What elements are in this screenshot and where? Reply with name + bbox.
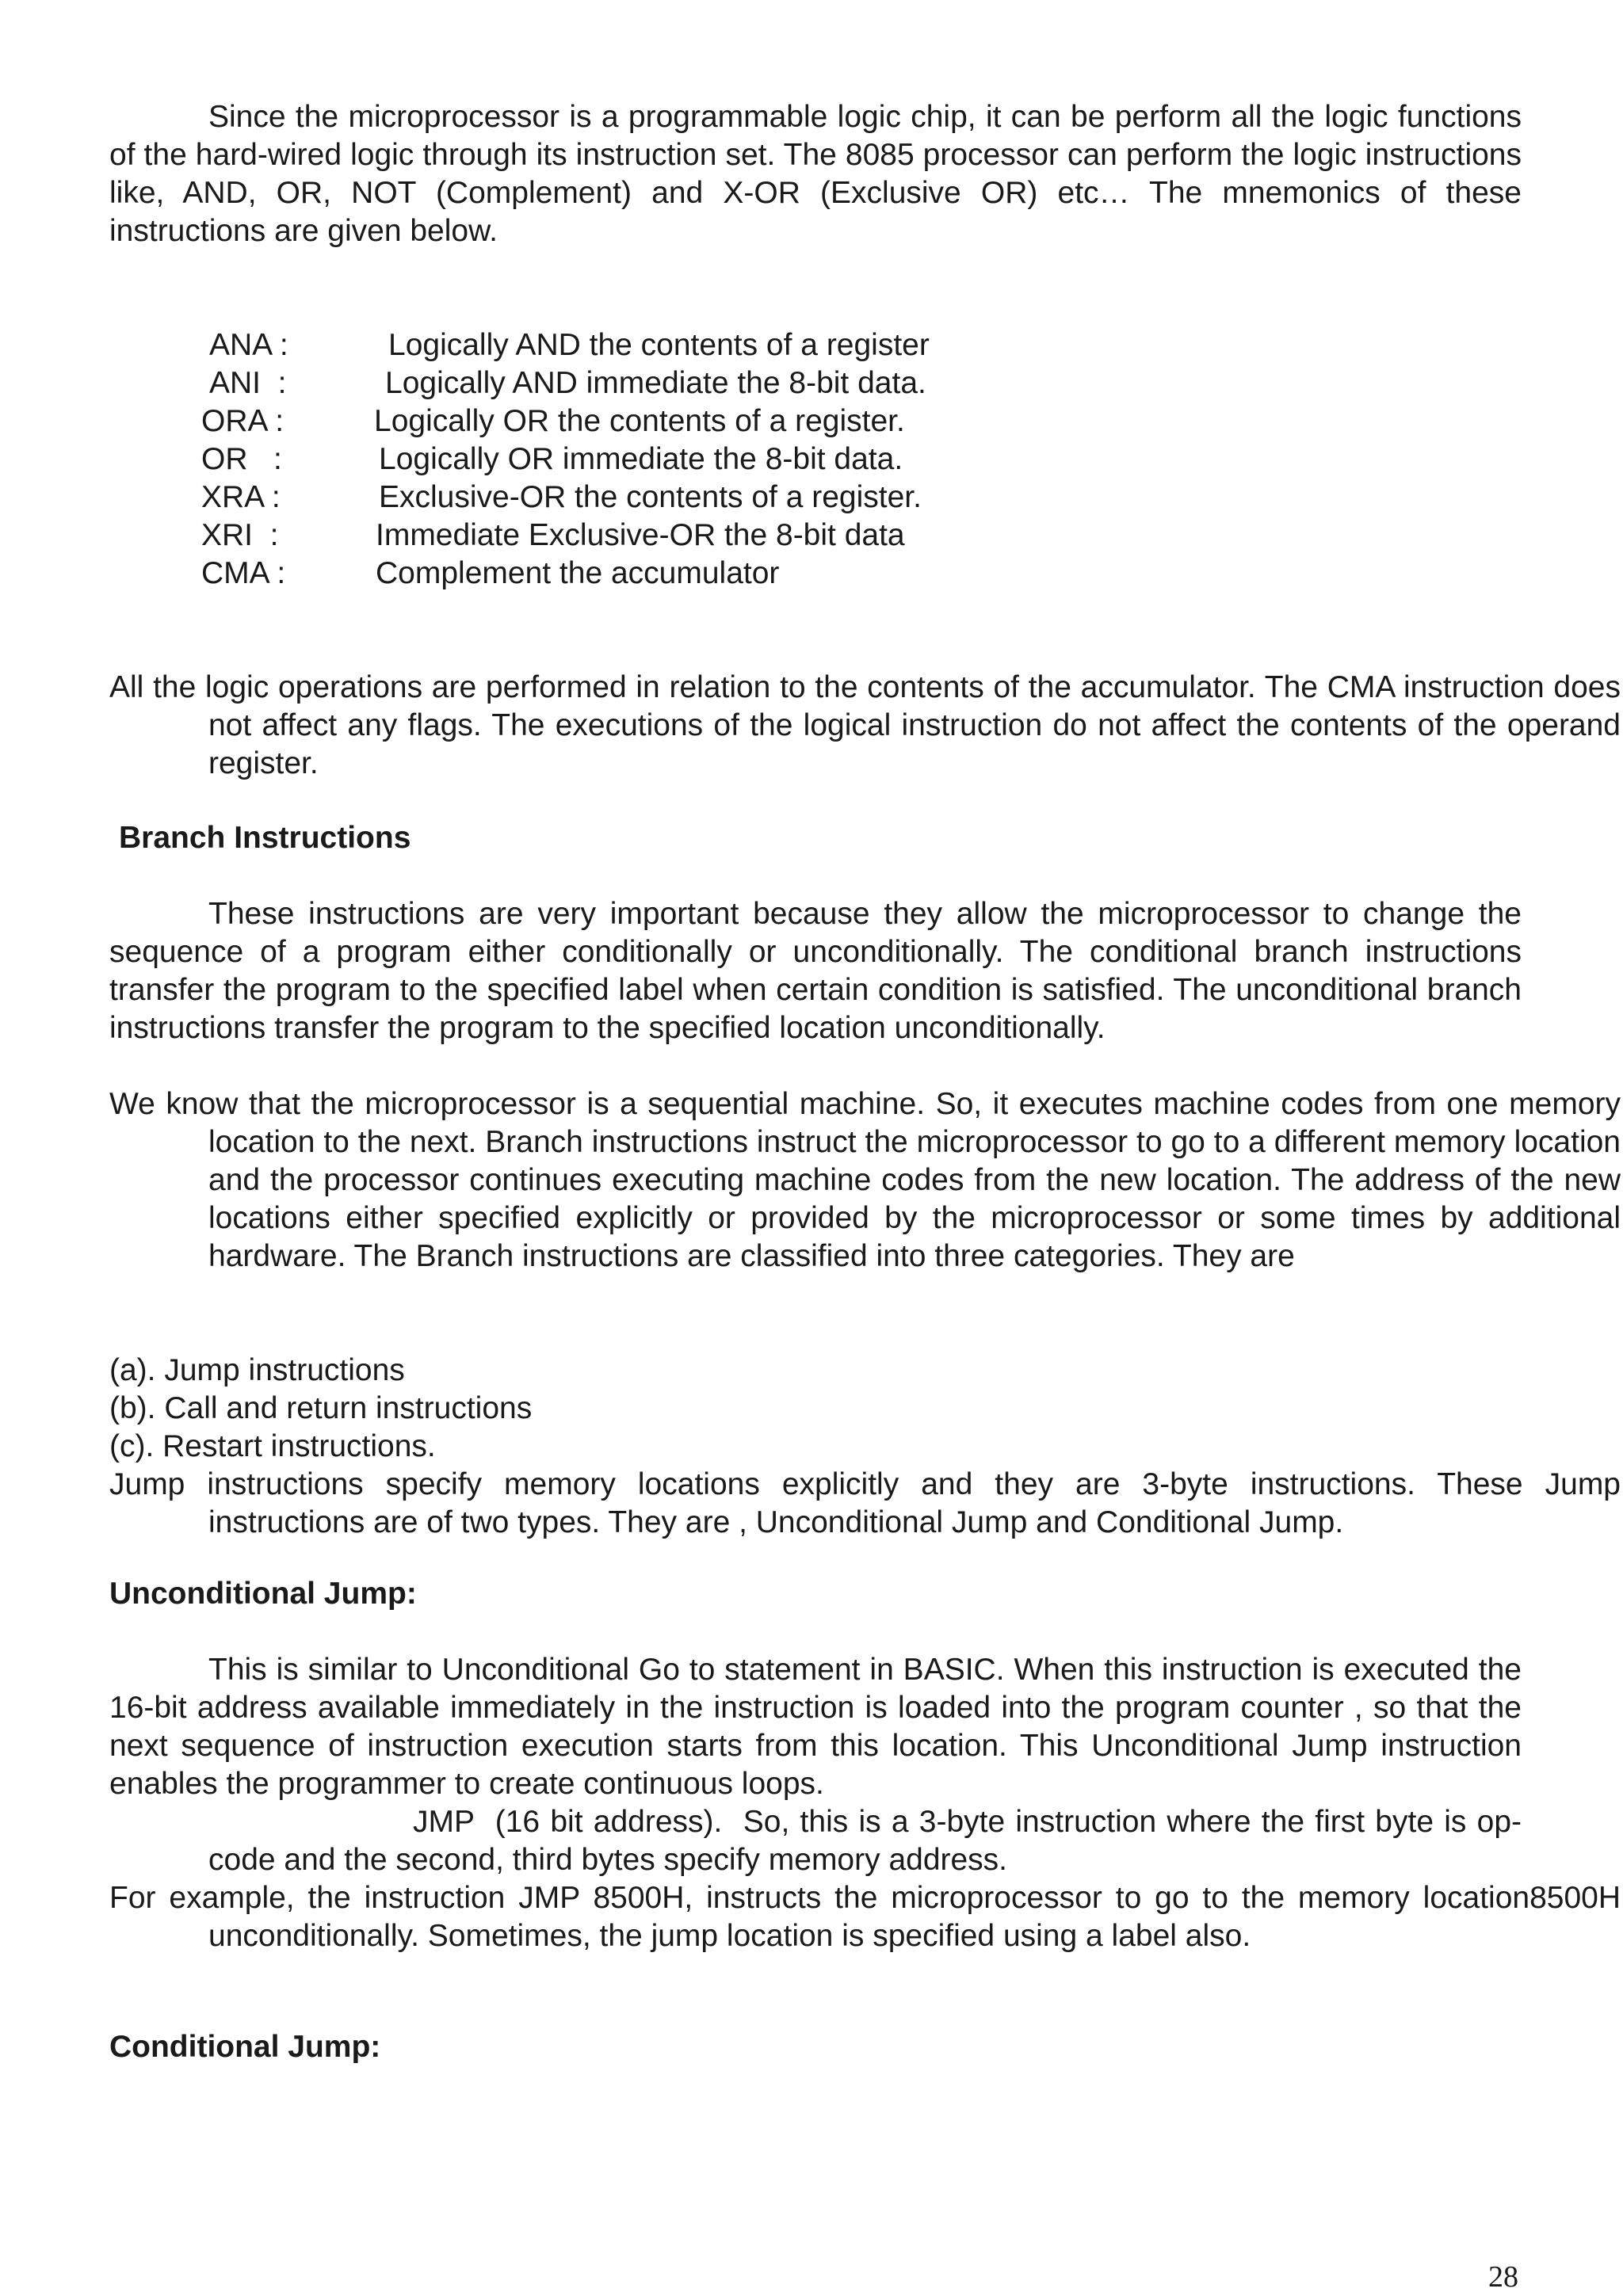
conditional-jump-heading: Conditional Jump: (109, 2030, 381, 2064)
instruction-description: Complement the accumulator (376, 556, 780, 590)
instruction-description: Exclusive-OR the contents of a register. (379, 480, 922, 514)
instruction-mnemonic: OR : (201, 442, 282, 476)
page-number: 28 (1488, 2260, 1518, 2294)
jmp-explanation: So, this is a 3-byte instruction where the first byte is op-code and the second, third bytes specify memory address. (208, 1805, 1522, 1877)
branch-paragraph-1: These instructions are very important because they allow the microprocessor to change the sequence of a program either conditionally or unconditionally. The conditional branch instructions transfer the program to the specified label when certain condition is satisfied. The unconditional branch instructions transfer the program to the specified location unconditionally. (109, 897, 1522, 1045)
instruction-description: Logically OR the contents of a register. (374, 404, 905, 438)
logic-note-paragraph: All the logic operations are performed in relation to the contents of the accumulator. The CMA instruction does not affect any flags. The executions of the logical instruction do not affect the contents of the operand register. (109, 670, 1621, 780)
example-paragraph: For example, the instruction JMP 8500H, instructs the microprocessor to go to the memory location8500H unconditionally. Sometimes, the jump location is specified using a label also. (109, 1881, 1621, 1953)
instruction-mnemonic: ANA : (209, 328, 288, 362)
instruction-description: Immediate Exclusive-OR the 8-bit data (376, 518, 905, 552)
jump-intro-paragraph: Jump instructions specify memory locations explicitly and they are 3-byte instructions. These Jump instructions are of two types. They are , Unconditional Jump and Conditional Jump. (109, 1467, 1621, 1539)
instruction-mnemonic: CMA : (201, 556, 286, 590)
instruction-mnemonic: ORA : (201, 404, 285, 438)
instruction-description: Logically AND the contents of a register (388, 328, 930, 362)
instruction-description: Logically OR immediate the 8-bit data. (379, 442, 903, 476)
list-item: (c). Restart instructions. (109, 1429, 436, 1463)
instruction-mnemonic: XRA : (201, 480, 281, 514)
instruction-mnemonic: ANI : (209, 366, 287, 400)
branch-instructions-heading: Branch Instructions (119, 821, 411, 855)
instruction-mnemonic: XRI : (201, 518, 279, 552)
instruction-description: Logically AND immediate the 8-bit data. (385, 366, 926, 400)
unconditional-jump-heading: Unconditional Jump: (109, 1577, 417, 1611)
jmp-syntax-paragraph (109, 1803, 1522, 1879)
jmp-syntax-text (208, 1803, 1522, 1879)
jmp-syntax: JMP (16 bit address). (413, 1805, 723, 1839)
unconditional-jump-paragraph: This is similar to Unconditional Go to statement in BASIC. When this instruction is executed the 16-bit address available immediately in the instruction is loaded into the program counter , so that the next sequence of instruction execution starts from this location. This Unconditional Jump instruction enables the programmer to create continuous loops. (109, 1653, 1522, 1801)
list-item: (a). Jump instructions (109, 1353, 405, 1387)
branch-paragraph-2: We know that the microprocessor is a sequential machine. So, it executes machine codes from one memory location to the next. Branch instructions instruct the microprocessor to go to a different memory location and the processor continues executing machine codes from the new location. The address of the new locations either specified explicitly or provided by the microprocessor or some times by additional hardware. The Branch instructions are classified into three categories. They are (109, 1087, 1621, 1273)
list-item: (b). Call and return instructions (109, 1391, 533, 1425)
intro-paragraph: Since the microprocessor is a programmable logic chip, it can be perform all the logic functions of the hard-wired logic through its instruction set. The 8085 processor can perform the logic instructions like, AND, OR, NOT (Complement) and X-OR (Exclusive OR) etc… The mnemonics of these instructions are given below. (109, 100, 1522, 248)
